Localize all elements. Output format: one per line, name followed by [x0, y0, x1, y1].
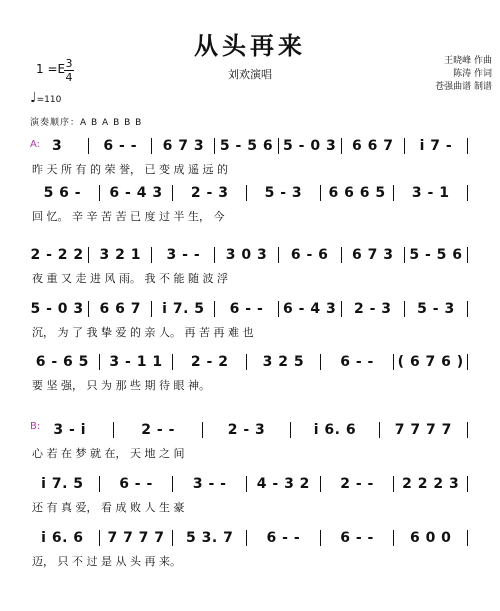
bar-line	[99, 530, 100, 546]
bar-line	[88, 247, 89, 263]
bar-line	[467, 138, 468, 154]
bar-line	[467, 247, 468, 263]
bar-line	[467, 422, 468, 438]
bar-line	[467, 530, 468, 546]
key-signature: 1 =E	[36, 62, 66, 76]
measure: 2 - 2	[190, 354, 229, 370]
music-row	[28, 137, 470, 155]
measure: 5 - 3	[417, 301, 455, 317]
measure: 5 6 -	[43, 185, 82, 201]
measure: 6 7 3	[162, 138, 205, 154]
bar-line	[99, 476, 100, 492]
measure: i 7 -	[419, 138, 453, 154]
tempo-marking	[30, 90, 61, 106]
lyric-row: 还 有 真 爱， 看 成 败 人 生 豪	[32, 501, 185, 514]
measure: 6 - -	[266, 530, 301, 546]
bar-line	[341, 138, 342, 154]
bar-line	[278, 138, 279, 154]
measure: 2 - 3	[227, 422, 266, 438]
tempo-value: =110	[36, 95, 62, 105]
lyric-row: 迈， 只 不 过 是 从 头 再 来。	[32, 555, 181, 568]
measure: 5 - 3	[264, 185, 303, 201]
song-title: 从头再来	[194, 32, 306, 60]
measure: i 6. 6	[313, 422, 357, 438]
bar-line	[278, 247, 279, 263]
bar-line	[113, 422, 114, 438]
measure: 6 0 0	[409, 530, 452, 546]
bar-line	[393, 476, 394, 492]
bar-line	[172, 530, 173, 546]
measure: 2 - 2 2	[30, 247, 84, 263]
credits	[435, 55, 492, 94]
bar-line	[404, 301, 405, 317]
lyric-row: 要 坚 强， 只 为 那 些 期 待 眼 神。	[32, 379, 210, 392]
bar-line	[393, 530, 394, 546]
lyric-row: 昨 天 所 有 的 荣 誉， 已 变 成 遥 远 的	[32, 163, 228, 176]
bar-line	[214, 138, 215, 154]
measure: 5 - 5 6	[409, 247, 463, 263]
bar-line	[320, 530, 321, 546]
measure: i 7. 5	[162, 301, 205, 317]
bar-line	[172, 354, 173, 370]
measure: 3 - i	[53, 422, 86, 438]
measure: 6 - 6 5	[35, 354, 89, 370]
bar-line	[151, 301, 152, 317]
lyric-row: 夜 重 又 走 进 风 雨。 我 不 能 随 波 浮	[32, 272, 228, 285]
bar-line	[320, 185, 321, 201]
lyricist-credit: 陈涛 作词	[453, 69, 492, 79]
measure: 6 - 4 3	[283, 301, 337, 317]
bar-line	[172, 185, 173, 201]
measure: 6 - -	[103, 138, 138, 154]
bar-line	[151, 138, 152, 154]
bar-line	[379, 422, 380, 438]
measure: 2 2 2 3	[402, 476, 460, 492]
measure: 2 - -	[141, 422, 175, 438]
measure: 3 2 5	[262, 354, 305, 370]
measure: 6 6 7	[99, 301, 141, 317]
music-row	[28, 246, 470, 264]
bar-line	[341, 247, 342, 263]
arranger-credit: 苍强曲谱 制谱	[435, 82, 492, 92]
bar-line	[214, 247, 215, 263]
music-row	[28, 300, 470, 318]
music-row	[28, 421, 470, 439]
bar-line	[467, 301, 468, 317]
section-a-label: A:	[30, 139, 41, 150]
measure: 6 - -	[229, 301, 264, 317]
measure: 3 - -	[192, 476, 227, 492]
measure: 2 - 3	[190, 185, 229, 201]
time-numerator: 3	[65, 57, 73, 70]
music-row	[28, 475, 470, 493]
measure: 3 - -	[166, 247, 201, 263]
music-row	[28, 184, 470, 202]
music-row	[28, 353, 470, 371]
measure: 3 2 1	[99, 247, 141, 263]
bar-line	[202, 422, 203, 438]
measure: 3 - 1	[411, 185, 450, 201]
bar-line	[320, 476, 321, 492]
measure: i 6. 6	[41, 530, 84, 546]
bar-line	[88, 301, 89, 317]
bar-line	[320, 354, 321, 370]
bar-line	[404, 247, 405, 263]
bar-line	[393, 185, 394, 201]
measure: 5 - 5 6	[219, 138, 274, 154]
bar-line	[341, 301, 342, 317]
section-b-label: B:	[30, 421, 41, 432]
measure: 6 - -	[340, 354, 374, 370]
bar-line	[467, 354, 468, 370]
bar-line	[214, 301, 215, 317]
measure: 5 - 0 3	[30, 301, 84, 317]
time-denominator: 4	[65, 71, 73, 84]
measure: 3	[51, 138, 63, 154]
bar-line	[404, 138, 405, 154]
music-row	[28, 529, 470, 547]
lyric-row: 回 忆。 辛 辛 苦 苦 已 度 过 半 生， 今	[32, 210, 225, 223]
measure: 3 - 1 1	[109, 354, 163, 370]
measure: 6 6 7	[352, 138, 394, 154]
lyric-row: 沉， 为 了 我 挚 爱 的 亲 人。 再 苦 再 难 也	[32, 326, 254, 339]
measure: 6 - -	[340, 530, 374, 546]
bar-line	[99, 185, 100, 201]
performance-order: 演奏顺序：A B A B B B	[30, 118, 143, 128]
measure: 2 - -	[340, 476, 374, 492]
composer-credit: 王晓峰 作曲	[444, 56, 492, 66]
bar-line	[172, 476, 173, 492]
bar-line	[88, 138, 89, 154]
measure: 6 - 4 3	[109, 185, 163, 201]
measure: 7 7 7 7	[394, 422, 452, 438]
measure: 6 - 6	[290, 247, 329, 263]
bar-line	[290, 422, 291, 438]
bar-line	[278, 301, 279, 317]
bar-line	[246, 185, 247, 201]
measure: ( 6 7 6 )	[397, 354, 464, 370]
bar-line	[246, 476, 247, 492]
measure: 7 7 7 7	[107, 530, 165, 546]
measure: 6 7 3	[352, 247, 394, 263]
bar-line	[246, 530, 247, 546]
bar-line	[393, 354, 394, 370]
measure: 3 0 3	[225, 247, 268, 263]
measure: 6 - -	[119, 476, 153, 492]
measure: i 7. 5	[41, 476, 84, 492]
lyric-row: 心 若 在 梦 就 在， 天 地 之 间	[32, 447, 185, 460]
bar-line	[467, 476, 468, 492]
measure: 5 3. 7	[186, 530, 234, 546]
measure: 6 6 6 5	[328, 185, 386, 201]
measure: 4 - 3 2	[256, 476, 310, 492]
bar-line	[151, 247, 152, 263]
bar-line	[99, 354, 100, 370]
singer-credit: 刘欢演唱	[228, 68, 272, 81]
bar-line	[246, 354, 247, 370]
time-signature	[64, 58, 74, 83]
bar-line	[467, 185, 468, 201]
quarter-note-icon: ♩	[30, 90, 37, 106]
measure: 2 - 3	[354, 301, 392, 317]
measure: 5 - 0 3	[283, 138, 337, 154]
